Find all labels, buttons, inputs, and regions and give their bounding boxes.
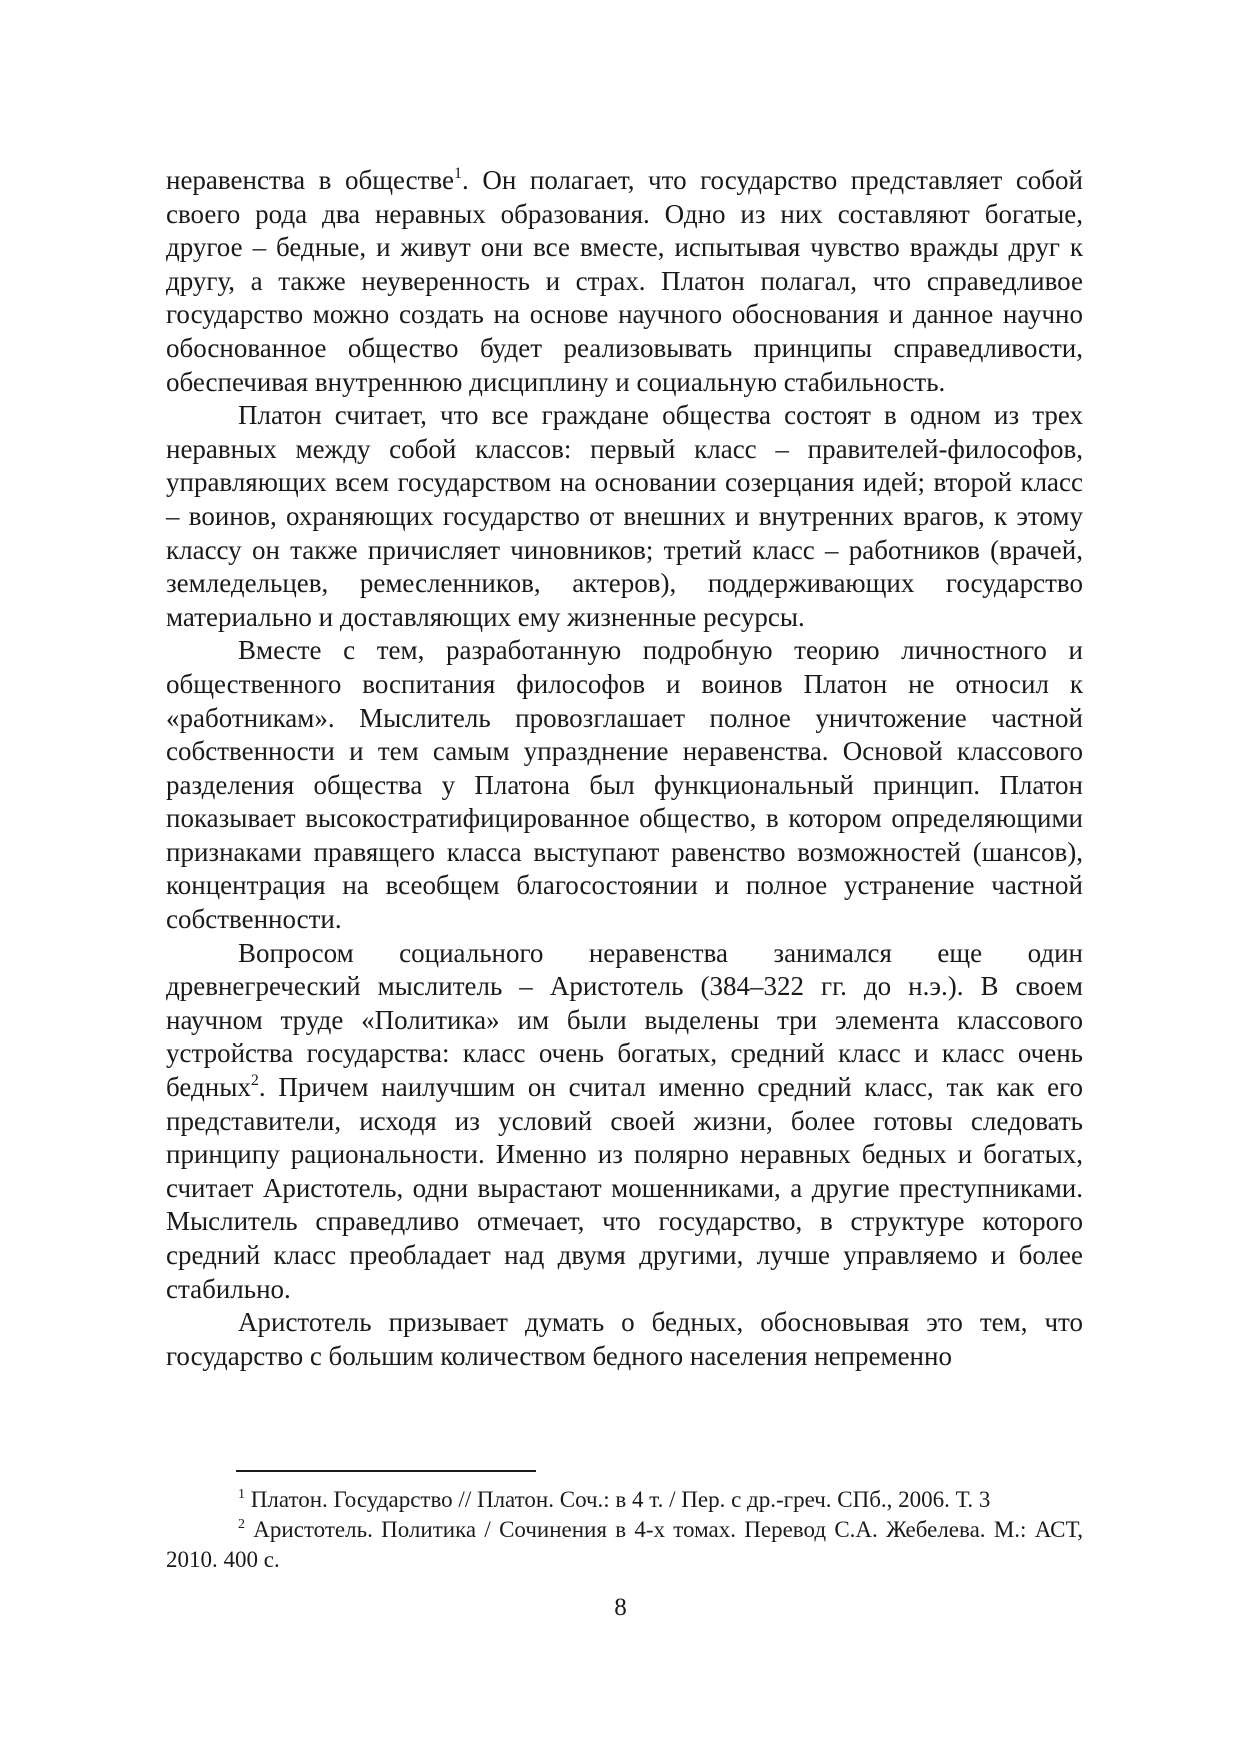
footnotes [166, 1485, 1083, 1575]
paragraph [166, 399, 1083, 634]
paragraph [166, 164, 1083, 399]
text-segment: Вопросом социального неравенства занимался еще один древнегреческий мыслитель – Аристотель (384–322 гг. до н.э.). В своем научном труде «Политика» им были выделены три элемента классового устройства государства: класс очень богатых, средний класс и класс очень бедных [166, 937, 1083, 1103]
footnote-reference: 1 [454, 165, 463, 182]
footnote [166, 1485, 1083, 1515]
paragraph [166, 937, 1083, 1307]
body-text [166, 164, 1083, 1373]
footnote-text: Аристотель. Политика / Сочинения в 4-х томах. Перевод С.А. Жебелева. М.: АСТ, 2010. 400 с. [166, 1517, 1083, 1572]
text-segment: Вместе с тем, разработанную подробную теорию личностного и общественного воспитания философов и воинов Платон не относил к «работникам». Мыслитель провозглашает полное уничтожение частной собственности и тем самым упразднение неравенства. Основой классового разделения общества у Платона был функциональный принцип. Платон показывает высокостратифицированное общество, в котором определяющими признаками правящего класса выступают равенство возможностей (шансов), концентрация на всеобщем благосостоянии и полное устранение частной собственности. [166, 635, 1083, 935]
footnote-text: Платон. Государство // Платон. Соч.: в 4 т. / Пер. с др.-греч. СПб., 2006. Т. 3 [245, 1487, 991, 1512]
text-segment: неравенства в обществе [166, 165, 455, 195]
page-number: 8 [614, 1594, 627, 1621]
text-segment: Аристотель призывает думать о бедных, обосновывая это тем, что государство с большим количеством бедного населения непременно [166, 1307, 1083, 1371]
footnote-separator [236, 1470, 536, 1472]
text-segment: . Он полагает, что государство представляет собой своего рода два неравных образования. Одно из них составляют богатые, другое – бедные, и живут они все вместе, испытывая чувство вражды друг к другу, а также неуверенность и страх. Платон полагал, что справедливое государство можно создать на основе научного обоснования и данное научно обоснованное общество будет реализовывать принципы справедливости, обеспечивая внутреннюю дисциплину и социальную стабильность. [166, 165, 1083, 397]
footnote-marker: 2 [238, 1517, 245, 1532]
footnote-marker: 1 [238, 1487, 245, 1502]
paragraph [166, 1306, 1083, 1373]
text-segment: . Причем наилучшим он считал именно средний класс, так как его представители, исходя из условий своей жизни, более готовы следовать принципу рациональности. Именно из полярно неравных бедных и богатых, считает Аристотель, одни вырастают мошенниками, а другие преступниками. Мыслитель справедливо отмечает, что государство, в структуре которого средний класс преобладает над двумя другими, лучше управляемо и более стабильно. [166, 1072, 1083, 1304]
paragraph [166, 634, 1083, 936]
text-segment: Платон считает, что все граждане общества состоят в одном из трех неравных между собой классов: первый класс – правителей-философов, управляющих всем государством на основании созерцания идей; второй класс – воинов, охраняющих государство от внешних и внутренних врагов, к этому классу он также причисляет чиновников; третий класс – работников (врачей, земледельцев, ремесленников, актеров), поддерживающих государство материально и доставляющих ему жизненные ресурсы. [166, 400, 1083, 632]
footnote-reference: 2 [250, 1072, 259, 1090]
footnote [166, 1515, 1083, 1575]
